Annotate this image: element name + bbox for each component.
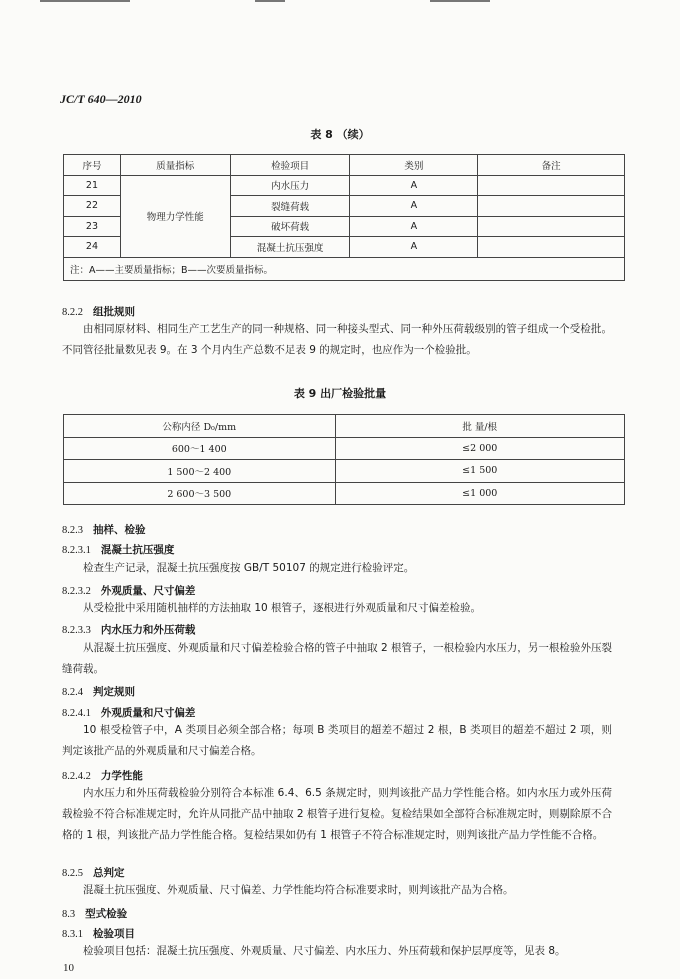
cell-item: 裂缝荷载	[230, 196, 350, 217]
table8-footnote: 注：A——主要质量指标；B——次要质量指标。	[64, 257, 625, 280]
cell-remark	[478, 196, 625, 217]
table9-title: 表 9 出厂检验批量	[293, 387, 387, 400]
section-heading	[62, 684, 135, 699]
table-header-row	[64, 415, 625, 438]
paragraph: 检查生产记录，混凝土抗压强度按 GB/T 50107 的规定进行检验评定。	[83, 562, 415, 574]
paragraph: 10 根受检管子中，A 类项目必须全部合格；每项 B 类项目的超差不超过 2 根，B 类项目的超差不超过 2 项，则判定该批产品的外观质量和尺寸偏差合格。	[62, 724, 612, 757]
section-heading	[62, 768, 143, 783]
cell-quantity: ≤2 000	[335, 437, 624, 460]
section-title: 抽样、检验	[93, 524, 146, 536]
section-heading	[62, 926, 135, 941]
section-title: 检验项目	[93, 928, 135, 940]
cell-remark	[478, 216, 625, 237]
section-title: 混凝土抗压强度	[100, 544, 175, 556]
paragraph: 混凝土抗压强度、外观质量、尺寸偏差、力学性能均符合标准要求时，则判该批产品为合格。	[83, 884, 514, 896]
paragraph: 从混凝土抗压强度、外观质量和尺寸偏差检验合格的管子中抽取 2 根管子，一根检验内水压力，另一根检验外压裂缝荷载。	[62, 642, 612, 675]
cell-no: 21	[64, 175, 121, 196]
cell-remark	[478, 175, 625, 196]
page-number: 10	[63, 962, 74, 974]
table-row	[64, 482, 625, 505]
paragraph: 从受检批中采用随机抽样的方法抽取 10 根管子，逐根进行外观质量和尺寸偏差检验。	[83, 602, 482, 614]
section-title: 内水压力和外压荷载	[100, 624, 196, 636]
section-heading	[62, 906, 127, 921]
cell-item: 混凝土抗压强度	[230, 237, 350, 258]
cell-diameter: 2 600～3 500	[64, 482, 336, 505]
cell-category: A	[350, 196, 478, 217]
scan-top-edge	[0, 0, 680, 4]
cell-no: 23	[64, 216, 121, 237]
cell-quantity: ≤1 000	[335, 482, 624, 505]
paragraph: 内水压力和外压荷载检验分别符合本标准 6.4、6.5 条规定时，则判该批产品力学性能合格。如内水压力或外压荷载检验不符合标准规定时，允许从同批产品中抽取 2 根管子进行复检。复检结果如全部符合标准规定时，则剔除原不合格的 1 根，判该批产品力学性能合格。复检结果如仍有 1 根管子不符合标准规定时，则判该批产品力学性能不合格。	[62, 787, 612, 841]
standard-code: JC/T 640—2010	[60, 92, 142, 106]
section-number: 8.2.2	[62, 307, 83, 318]
table-note-row	[64, 257, 625, 280]
section-number: 8.3	[62, 909, 76, 920]
cell-no: 24	[64, 237, 121, 258]
section-number: 8.2.4	[62, 687, 83, 698]
section-number: 8.2.3.2	[62, 586, 91, 597]
col-header-quality: 质量指标	[120, 155, 230, 176]
section-number: 8.2.3	[62, 525, 83, 536]
col-header-quantity: 批 量/根	[335, 415, 624, 438]
paragraph: 由相同原材料、相同生产工艺生产的同一种规格、同一种接头型式、同一种外压荷载级别的管子组成一个受检批。不同管径批量数见表 9。在 3 个月内生产总数不足表 9 的规定时，也应作为一个检验批。	[62, 323, 612, 356]
section-title: 组批规则	[93, 306, 135, 318]
col-header-item: 检验项目	[230, 155, 350, 176]
section-heading	[62, 622, 195, 637]
col-header-remark: 备注	[478, 155, 625, 176]
cell-category: A	[350, 175, 478, 196]
table-row	[64, 460, 625, 483]
cell-diameter: 600～1 400	[64, 437, 336, 460]
cell-no: 22	[64, 196, 121, 217]
col-header-no: 序号	[64, 155, 121, 176]
table-9	[63, 414, 625, 505]
table-header-row	[64, 155, 625, 176]
col-header-category: 类别	[350, 155, 478, 176]
section-number: 8.2.4.2	[62, 771, 91, 782]
section-title: 判定规则	[93, 686, 135, 698]
cell-group: 物理力学性能	[120, 175, 230, 257]
section-heading	[62, 522, 146, 537]
section-title: 力学性能	[100, 770, 143, 782]
table8-title: 表 8 （续）	[310, 128, 370, 141]
section-title: 型式检验	[85, 908, 128, 920]
section-heading	[62, 304, 135, 319]
section-title: 外观质量和尺寸偏差	[100, 707, 196, 719]
cell-remark	[478, 237, 625, 258]
col-header-diameter: 公称内径 D₀/mm	[64, 415, 336, 438]
cell-category: A	[350, 216, 478, 237]
paragraph: 检验项目包括：混凝土抗压强度、外观质量、尺寸偏差、内水压力、外压荷载和保护层厚度等，见表 8。	[83, 945, 566, 957]
section-title: 总判定	[93, 867, 125, 879]
section-number: 8.2.3.1	[62, 545, 91, 556]
section-number: 8.3.1	[62, 929, 83, 940]
cell-category: A	[350, 237, 478, 258]
cell-diameter: 1 500～2 400	[64, 460, 336, 483]
section-number: 8.2.4.1	[62, 708, 91, 719]
section-title: 外观质量、尺寸偏差	[100, 585, 196, 597]
cell-quantity: ≤1 500	[335, 460, 624, 483]
cell-item: 破坏荷载	[230, 216, 350, 237]
section-number: 8.2.5	[62, 868, 83, 879]
section-heading	[62, 583, 195, 598]
section-heading	[62, 542, 174, 557]
table-row	[64, 175, 625, 196]
table-8	[63, 154, 625, 281]
section-number: 8.2.3.3	[62, 625, 91, 636]
cell-item: 内水压力	[230, 175, 350, 196]
section-heading	[62, 865, 125, 880]
section-heading	[62, 705, 195, 720]
table-row	[64, 437, 625, 460]
